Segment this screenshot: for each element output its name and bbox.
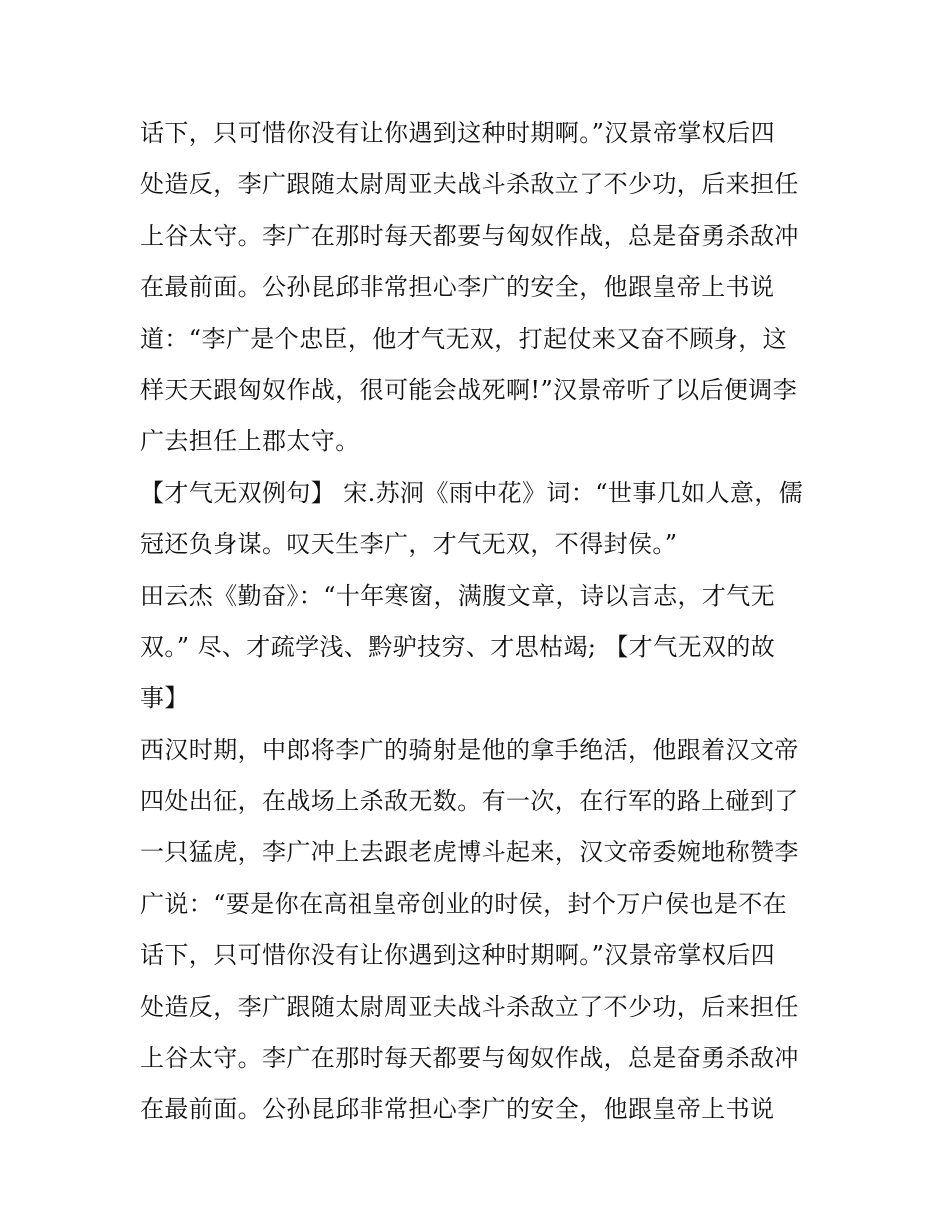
example-heading-line: 【才气无双例句】 宋.苏泂《雨中花》词：“世事几如人意，儒 — [140, 478, 804, 507]
text-line: 广去担任上郡太守。 — [140, 427, 360, 456]
body-text — [140, 108, 840, 1136]
text-line: 处造反，李广跟随太尉周亚夫战斗杀敌立了不少功，后来担任 — [140, 992, 799, 1021]
text-line: 四处出征，在战场上杀敌无数。有一次，在行军的路上碰到了 — [140, 787, 799, 816]
text-line: 处造反，李广跟随太尉周亚夫战斗杀敌立了不少功，后来担任 — [140, 170, 799, 199]
text-line: 道：“李广是个忠臣，他才气无双，打起仗来又奋不顾身，这 — [140, 324, 788, 353]
story-heading-line: 双。” 尽、才疏学浅、黔驴技穷、才思枯竭; 【才气无双的故 — [140, 632, 776, 661]
text-line: 话下，只可惜你没有让你遇到这种时期啊。”汉景帝掌权后四 — [140, 941, 776, 970]
text-line: 样天天跟匈奴作战，很可能会战死啊!”汉景帝听了以后便调李 — [140, 375, 798, 404]
text-line: 田云杰《勤奋》：“十年寒窗，满腹文章，诗以言志，才气无 — [140, 581, 776, 610]
text-line: 冠还负身谋。叹天生李广，才气无双，不得封侯。” — [140, 530, 678, 559]
text-line: 在最前面。公孙昆邱非常担心李广的安全，他跟皇帝上书说 — [140, 273, 775, 302]
text-line: 上谷太守。李广在那时每天都要与匈奴作战，总是奋勇杀敌冲 — [140, 221, 799, 250]
text-line: 上谷太守。李广在那时每天都要与匈奴作战，总是奋勇杀敌冲 — [140, 1044, 799, 1073]
text-line: 广说：“要是你在高祖皇帝创业的时侯，封个万户侯也是不在 — [140, 889, 788, 918]
text-line: 在最前面。公孙昆邱非常担心李广的安全，他跟皇帝上书说 — [140, 1095, 775, 1124]
text-line: 西汉时期，中郎将李广的骑射是他的拿手绝活，他跟着汉文帝 — [140, 735, 799, 764]
text-line: 话下，只可惜你没有让你遇到这种时期啊。”汉景帝掌权后四 — [140, 119, 776, 147]
text-line: 一只猛虎，李广冲上去跟老虎博斗起来，汉文帝委婉地称赞李 — [140, 838, 799, 867]
text-line: 事】 — [140, 684, 189, 713]
